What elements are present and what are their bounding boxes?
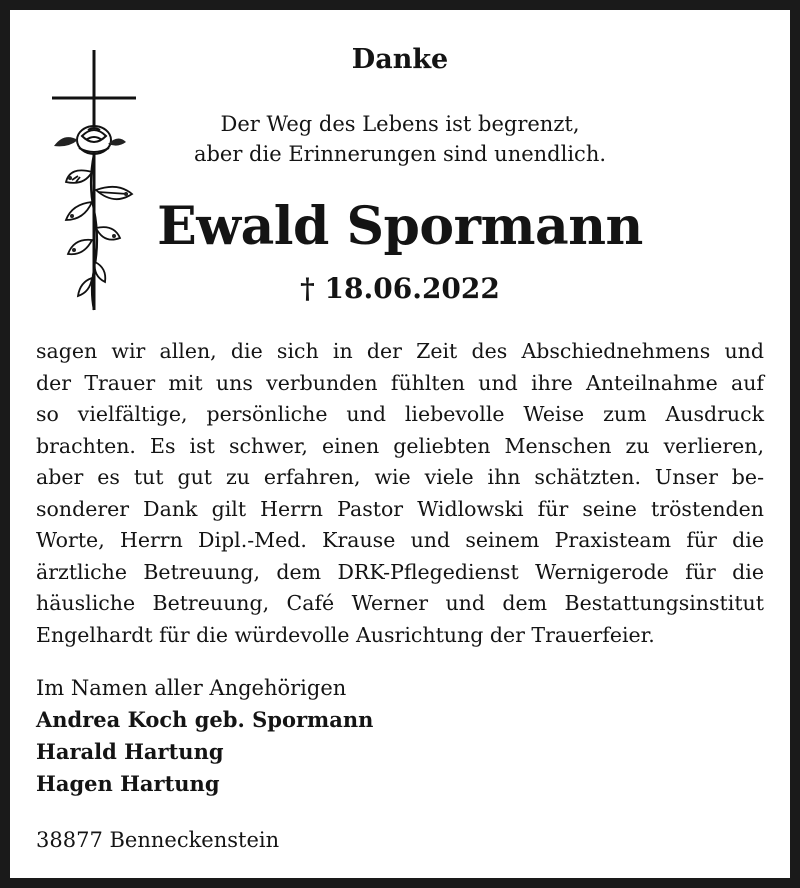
text-line: so vielfältige, persönliche und liebevolle Weise zum Ausdruck xyxy=(36,402,764,426)
signature-block xyxy=(36,672,373,800)
signatory-name: Andrea Koch geb. Spormann xyxy=(36,707,374,732)
text-line: sagen wir allen, die sich in der Zeit des Abschiednehmens und xyxy=(36,339,764,363)
signatory-name: Harald Hartung xyxy=(36,739,224,764)
memorial-quote xyxy=(10,109,790,169)
text-line: Worte, Herrn Dipl.-Med. Krause und seinem Praxisteam für die xyxy=(36,528,764,552)
text-line: der Trauer mit uns verbunden fühlten und ihre Anteilnahme auf xyxy=(36,370,764,395)
thank-you-text xyxy=(36,336,764,651)
place-line: 38877 Benneckenstein xyxy=(36,828,280,852)
death-date: † 18.06.2022 xyxy=(300,272,500,305)
signature-intro: Im Namen aller Angehörigen xyxy=(36,676,347,700)
deceased-name: Ewald Spormann xyxy=(157,196,643,257)
text-line: ärztliche Betreuung, dem DRK-Pflegedienst Wernigerode für die xyxy=(36,559,764,584)
text-line: häusliche Betreuung, Café Werner und dem Bestattungsinstitut xyxy=(36,591,764,615)
signatory-name: Hagen Hartung xyxy=(36,771,220,796)
text-line: Engelhardt für die würdevolle Ausrichtung der Trauerfeier. xyxy=(36,622,655,647)
text-line: sonderer Dank gilt Herrn Pastor Widlowski für seine tröstenden xyxy=(36,496,764,521)
text-line: brachten. Es ist schwer, einen geliebten Menschen zu verlieren, xyxy=(36,433,764,458)
notice-heading: Danke xyxy=(351,44,449,75)
quote-line: Der Weg des Lebens ist begrenzt, xyxy=(220,112,580,136)
text-line: aber es tut gut zu erfahren, wie viele ihn schätzten. Unser be- xyxy=(36,465,764,489)
quote-line: aber die Erinnerungen sind unendlich. xyxy=(193,142,607,166)
